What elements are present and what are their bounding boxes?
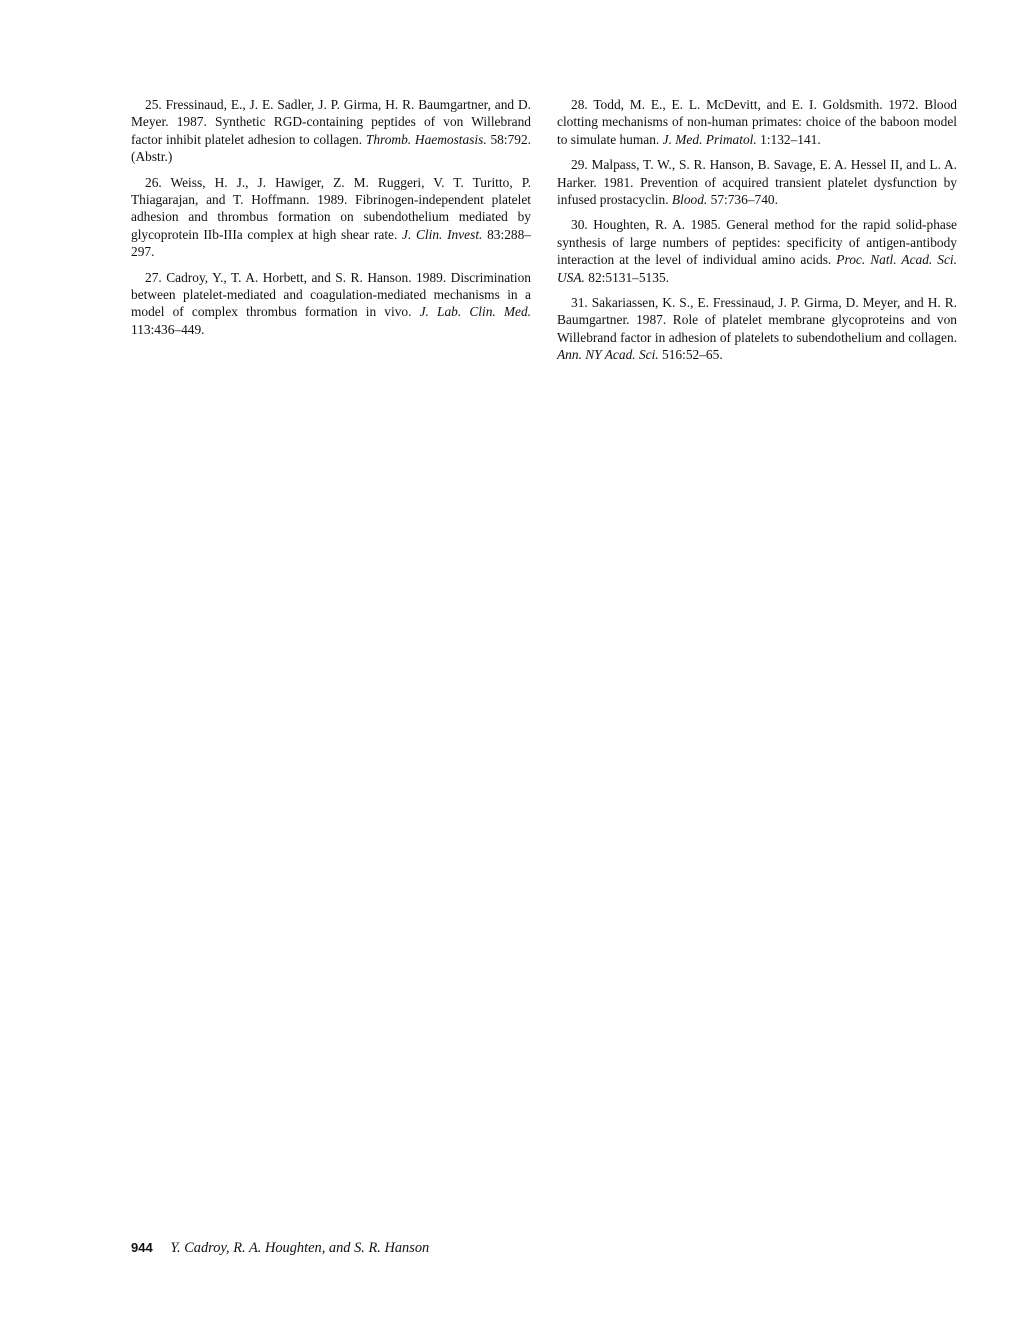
reference-26: 26. Weiss, H. J., J. Hawiger, Z. M. Ruggeri, V. T. Turitto, P. Thiagarajan, and T. Hoffmann. 1989. Fibrinogen-independent platelet adhesion and thrombus formation on subendothelium mediated by glycoprotein IIb-IIIa complex at high shear rate. J. Clin. Invest. 83:288–297. xyxy=(131,174,532,260)
reference-29: 29. Malpass, T. W., S. R. Hanson, B. Savage, E. A. Hessel II, and L. A. Harker. 1981. Prevention of acquired transient platelet dysfunction by infused prostacyclin. Blood. 57:736–740. xyxy=(557,157,957,208)
reference-column-right xyxy=(557,96,957,372)
reference-25: 25. Fressinaud, E., J. E. Sadler, J. P. Girma, H. R. Baumgartner, and D. Meyer. 1987. Synthetic RGD-containing peptides of von Willebrand factor inhibit platelet adhesion to collagen. Thromb. Haemostasis. 58:792. (Abstr.) xyxy=(131,97,531,165)
reference-31: 31. Sakariassen, K. S., E. Fressinaud, J. P. Girma, D. Meyer, and H. R. Baumgartner. 1987. Role of platelet membrane glycoproteins and von Willebrand factor in adhesion of platelets to subendothelium and collagen. Ann. NY Acad. Sci. 516:52–65. xyxy=(557,295,957,363)
running-authors: Y. Cadroy, R. A. Houghten, and S. R. Hanson xyxy=(170,1240,430,1256)
page-number: 944 xyxy=(131,1240,153,1255)
page-footer xyxy=(131,1240,429,1257)
reference-28: 28. Todd, M. E., E. L. McDevitt, and E. I. Goldsmith. 1972. Blood clotting mechanisms of non-human primates: choice of the baboon model to simulate human. J. Med. Primatol. 1:132–141. xyxy=(557,97,958,147)
reference-30: 30. Houghten, R. A. 1985. General method for the rapid solid-phase synthesis of large numbers of peptides: specificity of antigen-antibody interaction at the level of individual amino acids. Proc. Natl. Acad. Sci. USA. 82:5131–5135. xyxy=(557,217,957,285)
reference-column-left xyxy=(131,96,531,346)
reference-27: 27. Cadroy, Y., T. A. Horbett, and S. R. Hanson. 1989. Discrimination between platelet-mediated and coagulation-mediated mechanisms in a model of complex thrombus formation in vivo. J. Lab. Clin. Med. 113:436–449. xyxy=(131,269,532,337)
